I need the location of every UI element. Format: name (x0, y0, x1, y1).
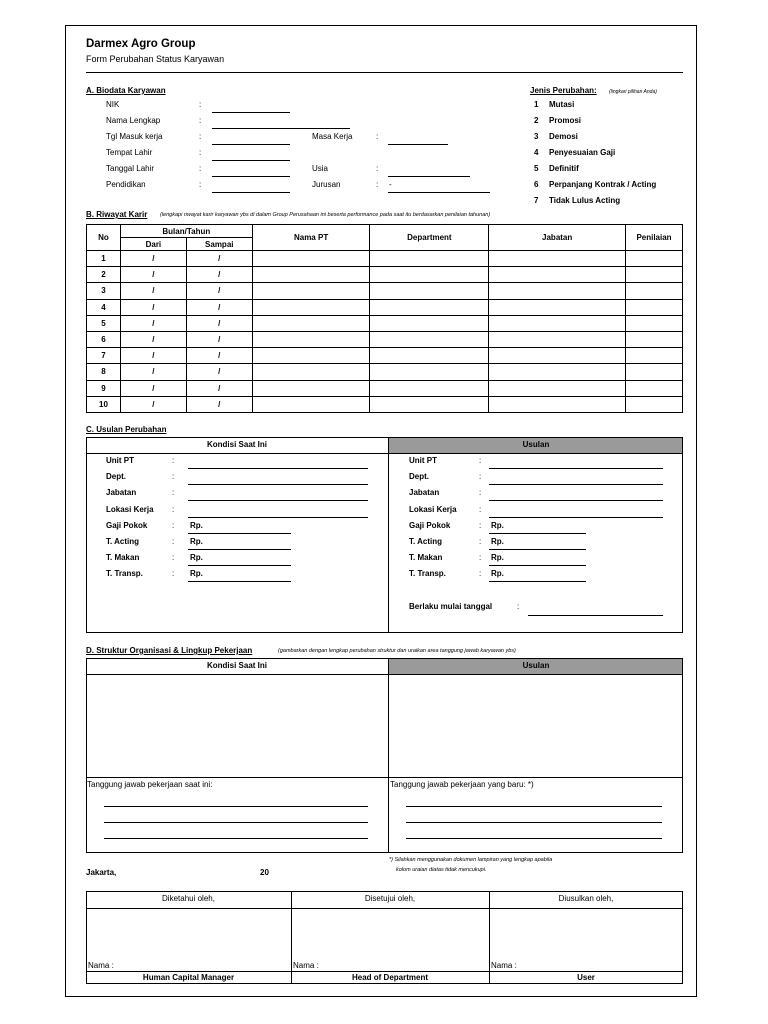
tanggung-jawab-baru-line[interactable] (406, 806, 662, 807)
colon: : (479, 537, 482, 546)
signature-area-diketahui[interactable] (87, 909, 290, 959)
struktur-usulan-area[interactable] (390, 675, 682, 776)
colon: : (479, 488, 482, 498)
colon: : (172, 472, 175, 482)
jenis-perubahan-note: (lingkari pilihan Anda) (609, 89, 657, 95)
kondisi-field-label: T. Makan (106, 553, 140, 563)
currency-label: Rp. (491, 553, 504, 563)
currency-label: Rp. (190, 520, 203, 530)
col-header-department: Department (370, 225, 489, 251)
role-human-capital-manager: Human Capital Manager (142, 973, 235, 982)
row-no: 7 (87, 348, 121, 364)
section-b-title: B. Riwayat Karir (86, 210, 148, 219)
kondisi-field-label: Unit PT (106, 456, 134, 465)
colon: : (479, 520, 482, 530)
jenis-option-penyesuaian-gaji[interactable]: Penyesuaian Gaji (549, 148, 616, 157)
field-label-nik: NIK (106, 100, 120, 109)
usulan-field-label: T. Makan (409, 553, 443, 563)
colon: : (172, 504, 175, 514)
kondisi-field-label: T. Acting (106, 537, 140, 546)
kondisi-field-input[interactable] (188, 500, 368, 501)
row-no: 5 (87, 315, 121, 331)
row-nama-pt[interactable] (252, 299, 370, 315)
nama-lengkap-field[interactable] (212, 128, 350, 129)
kondisi-field-input[interactable] (188, 565, 291, 566)
row-jabatan[interactable] (489, 283, 626, 299)
jenis-option-demosi[interactable]: Demosi (549, 132, 578, 141)
currency-label: Rp. (190, 569, 203, 579)
row-penilaian[interactable] (626, 331, 683, 347)
row-department[interactable] (370, 364, 489, 380)
colon: : (172, 520, 175, 530)
jenis-num: 1 (534, 100, 539, 109)
nama-label: Nama : (293, 961, 319, 970)
field-label-tempat-lahir: Tempat Lahir (106, 148, 153, 157)
usulan-field-input[interactable] (489, 565, 586, 566)
divider (388, 658, 389, 853)
colon: : (199, 116, 202, 125)
row-jabatan[interactable] (489, 364, 626, 380)
row-penilaian[interactable] (626, 315, 683, 331)
kondisi-field-label: Dept. (106, 472, 126, 482)
row-department[interactable] (370, 380, 489, 396)
jurusan-value: - (389, 180, 392, 189)
berlaku-label: Berlaku mulai tanggal (409, 602, 493, 611)
tanggung-jawab-baru-line[interactable] (406, 822, 662, 823)
currency-label: Rp. (491, 537, 504, 546)
berlaku-date-field[interactable] (528, 615, 663, 616)
place-label: Jakarta, (86, 868, 117, 877)
jurusan-field[interactable] (388, 192, 490, 193)
tgl-masuk-field[interactable] (212, 144, 290, 145)
row-department[interactable] (370, 396, 489, 412)
jenis-num: 6 (534, 180, 539, 189)
colon: : (172, 553, 175, 563)
row-dari[interactable]: / (120, 364, 186, 380)
row-sampai[interactable]: / (186, 267, 252, 283)
row-dari[interactable]: / (120, 348, 186, 364)
usulan-field-input[interactable] (489, 484, 663, 485)
row-department[interactable] (370, 251, 489, 267)
colon: : (376, 164, 379, 173)
header-divider (86, 72, 683, 73)
row-penilaian[interactable] (626, 364, 683, 380)
row-dari[interactable]: / (120, 331, 186, 347)
row-jabatan[interactable] (489, 331, 626, 347)
kondisi-field-label: Jabatan (106, 488, 137, 498)
divider (86, 777, 683, 778)
row-penilaian[interactable] (626, 380, 683, 396)
section-c-title: C. Usulan Perubahan (86, 425, 167, 434)
field-label-pendidikan: Pendidikan (106, 180, 146, 189)
section-d-title: D. Struktur Organisasi & Lingkup Pekerjaan (86, 646, 253, 655)
row-dari[interactable]: / (120, 380, 186, 396)
disetujui-title: Disetujui oleh, (364, 894, 416, 903)
section-b-note: (lengkapi riwayat karir karyawan ybs di dalam Group Perusahaan ini beserta performance pada saat itu berdasarkan penilaian tahunan) (160, 212, 491, 218)
row-penilaian[interactable] (626, 251, 683, 267)
row-department[interactable] (370, 331, 489, 347)
divider (86, 453, 683, 454)
colon: : (199, 100, 202, 109)
row-sampai[interactable]: / (186, 331, 252, 347)
kondisi-field-input[interactable] (188, 484, 368, 485)
row-nama-pt[interactable] (252, 348, 370, 364)
row-sampai[interactable]: / (186, 299, 252, 315)
table-row (87, 331, 683, 347)
field-label-jurusan: Jurusan (312, 180, 341, 189)
table-row (87, 251, 683, 267)
jenis-num: 5 (534, 164, 539, 173)
row-sampai[interactable]: / (186, 364, 252, 380)
table-row (87, 267, 683, 283)
row-department[interactable] (370, 299, 489, 315)
row-department[interactable] (370, 348, 489, 364)
nama-label: Nama : (88, 961, 114, 970)
colon: : (479, 553, 482, 563)
currency-label: Rp. (190, 537, 203, 546)
field-label-nama-lengkap: Nama Lengkap (106, 116, 161, 125)
usulan-field-label: Unit PT (409, 456, 437, 465)
usia-field[interactable] (388, 176, 470, 177)
row-no: 6 (87, 331, 121, 347)
colon: : (199, 164, 202, 173)
colon: : (479, 569, 482, 579)
colon: : (376, 180, 379, 189)
row-nama-pt[interactable] (252, 251, 370, 267)
row-department[interactable] (370, 283, 489, 299)
kondisi-field-input[interactable] (188, 468, 368, 469)
currency-label: Rp. (190, 553, 203, 563)
row-jabatan[interactable] (489, 348, 626, 364)
row-nama-pt[interactable] (252, 267, 370, 283)
row-nama-pt[interactable] (252, 331, 370, 347)
currency-label: Rp. (491, 569, 504, 579)
tanggung-jawab-baru-line[interactable] (406, 838, 662, 839)
table-row (87, 299, 683, 315)
tanggal-lahir-field[interactable] (212, 176, 290, 177)
colon: : (479, 504, 482, 514)
usulan-field-input[interactable] (489, 500, 663, 501)
kondisi-field-label: T. Transp. (106, 569, 143, 579)
colon: : (199, 180, 202, 189)
row-dari[interactable]: / (120, 267, 186, 283)
row-penilaian[interactable] (626, 348, 683, 364)
footnote-line-2: kolom uraian diatas tidak mencukupi. (396, 867, 487, 873)
jenis-perubahan-title: Jenis Perubahan: (530, 86, 597, 95)
row-sampai[interactable]: / (186, 283, 252, 299)
tanggung-jawab-line[interactable] (104, 806, 368, 807)
struktur-kondisi-area[interactable] (87, 675, 387, 776)
colon: : (172, 456, 175, 465)
usulan-header: Usulan (522, 440, 550, 449)
jenis-option-definitif[interactable]: Definitif (549, 164, 579, 173)
masa-kerja-field[interactable] (388, 144, 448, 145)
col-header-sampai: Sampai (186, 238, 252, 251)
row-jabatan[interactable] (489, 267, 626, 283)
row-dari[interactable]: / (120, 396, 186, 412)
row-penilaian[interactable] (626, 299, 683, 315)
jenis-option-promosi[interactable]: Promosi (549, 116, 582, 125)
usulan-field-input[interactable] (489, 468, 663, 469)
table-row (87, 364, 683, 380)
usulan-field-label: Lokasi Kerja (409, 504, 457, 514)
row-dari[interactable]: / (120, 251, 186, 267)
usulan-field-label: Gaji Pokok (409, 520, 451, 530)
jenis-option-mutasi[interactable]: Mutasi (549, 100, 575, 109)
nama-label: Nama : (491, 961, 517, 970)
tanggung-jawab-saat-ini-label: Tanggung jawab pekerjaan saat ini: (87, 780, 213, 789)
year-label: 20 (260, 868, 269, 877)
field-label-usia: Usia (312, 164, 329, 173)
usulan-field-label: Dept. (409, 472, 429, 482)
field-label-masa-kerja: Masa Kerja (312, 132, 353, 141)
usulan-field-input[interactable] (489, 517, 663, 518)
row-sampai[interactable]: / (186, 396, 252, 412)
row-dari[interactable]: / (120, 283, 186, 299)
col-header-no: No (87, 225, 121, 251)
jenis-num: 4 (534, 148, 539, 157)
row-department[interactable] (370, 267, 489, 283)
row-no: 8 (87, 364, 121, 380)
jenis-num: 3 (534, 132, 539, 141)
row-sampai[interactable]: / (186, 380, 252, 396)
kondisi-field-input[interactable] (188, 549, 291, 550)
footnote-line-1: *) Silahkan menggunakan dokumen lampiran yang lengkap apabila (389, 857, 553, 863)
tanggung-jawab-baru-label: Tanggung jawab pekerjaan yang baru: *) (390, 780, 534, 789)
kondisi-header: Kondisi Saat Ini (206, 661, 267, 670)
divider (86, 971, 683, 972)
section-d-note: (gambarkan dengan lengkap perubahan struktur dan uraikan area tanggung jawab karyawan ybs) (278, 648, 516, 654)
usulan-field-label: Jabatan (409, 488, 440, 498)
jenis-option-perpanjang-kontrak[interactable]: Perpanjang Kontrak / Acting (549, 180, 657, 189)
tempat-lahir-field[interactable] (212, 160, 290, 161)
row-jabatan[interactable] (489, 396, 626, 412)
row-nama-pt[interactable] (252, 380, 370, 396)
row-nama-pt[interactable] (252, 396, 370, 412)
row-no: 9 (87, 380, 121, 396)
nik-field[interactable] (212, 112, 290, 113)
row-penilaian[interactable] (626, 283, 683, 299)
row-no: 10 (87, 396, 121, 412)
kondisi-field-label: Lokasi Kerja (106, 504, 154, 514)
row-sampai[interactable]: / (186, 348, 252, 364)
row-nama-pt[interactable] (252, 315, 370, 331)
row-sampai[interactable]: / (186, 251, 252, 267)
signature-area-diusulkan[interactable] (490, 909, 682, 959)
role-user: User (577, 973, 595, 982)
field-label-tanggal-lahir: Tanggal Lahir (106, 164, 155, 173)
colon: : (199, 132, 202, 141)
col-header-bulan-tahun: Bulan/Tahun (120, 225, 252, 238)
row-jabatan[interactable] (489, 315, 626, 331)
role-head-of-department: Head of Department (351, 973, 428, 982)
diketahui-title: Diketahui oleh, (162, 894, 215, 903)
tanggung-jawab-line[interactable] (104, 838, 368, 839)
row-sampai[interactable]: / (186, 315, 252, 331)
row-jabatan[interactable] (489, 251, 626, 267)
divider (388, 437, 389, 633)
row-nama-pt[interactable] (252, 283, 370, 299)
form-title: Form Perubahan Status Karyawan (86, 54, 225, 64)
kondisi-field-input[interactable] (188, 533, 291, 534)
jenis-num: 7 (534, 196, 539, 205)
table-row (87, 315, 683, 331)
col-header-penilaian: Penilaian (626, 225, 683, 251)
usulan-perubahan-box (86, 437, 683, 633)
row-department[interactable] (370, 315, 489, 331)
diusulkan-title: Diusulkan oleh, (558, 894, 614, 903)
colon: : (376, 132, 379, 141)
jenis-option-tidak-lulus-acting[interactable]: Tidak Lulus Acting (549, 196, 621, 205)
pendidikan-field[interactable] (212, 192, 290, 193)
kondisi-field-input[interactable] (188, 517, 368, 518)
row-no: 4 (87, 299, 121, 315)
field-label-tgl-masuk: Tgl Masuk kerja (106, 132, 163, 141)
usulan-field-input[interactable] (489, 533, 586, 534)
col-header-dari: Dari (120, 238, 186, 251)
table-row (87, 348, 683, 364)
row-dari[interactable]: / (120, 315, 186, 331)
colon: : (517, 602, 520, 611)
row-jabatan[interactable] (489, 299, 626, 315)
kondisi-header: Kondisi Saat Ini (206, 440, 267, 449)
signature-area-disetujui[interactable] (292, 909, 488, 959)
jenis-num: 2 (534, 116, 539, 125)
usulan-header: Usulan (522, 661, 550, 670)
table-row (87, 283, 683, 299)
career-history-table (86, 224, 683, 413)
row-jabatan[interactable] (489, 380, 626, 396)
row-no: 2 (87, 267, 121, 283)
tanggung-jawab-line[interactable] (104, 822, 368, 823)
currency-label: Rp. (491, 520, 504, 530)
colon: : (172, 488, 175, 498)
usulan-field-label: T. Transp. (409, 569, 446, 579)
colon: : (172, 569, 175, 579)
usulan-field-input[interactable] (489, 581, 586, 582)
col-header-nama-pt: Nama PT (252, 225, 370, 251)
row-penilaian[interactable] (626, 267, 683, 283)
usulan-field-input[interactable] (489, 549, 586, 550)
company-name: Darmex Agro Group (86, 38, 196, 50)
row-penilaian[interactable] (626, 396, 683, 412)
row-dari[interactable]: / (120, 299, 186, 315)
table-row (87, 380, 683, 396)
colon: : (172, 537, 175, 546)
usulan-field-label: T. Acting (409, 537, 443, 546)
section-a-title: A. Biodata Karyawan (86, 86, 166, 95)
col-header-jabatan: Jabatan (489, 225, 626, 251)
kondisi-field-input[interactable] (188, 581, 291, 582)
colon: : (479, 456, 482, 465)
colon: : (199, 148, 202, 157)
table-row (87, 396, 683, 412)
row-no: 3 (87, 283, 121, 299)
row-nama-pt[interactable] (252, 364, 370, 380)
row-no: 1 (87, 251, 121, 267)
colon: : (479, 472, 482, 482)
kondisi-field-label: Gaji Pokok (106, 520, 148, 530)
